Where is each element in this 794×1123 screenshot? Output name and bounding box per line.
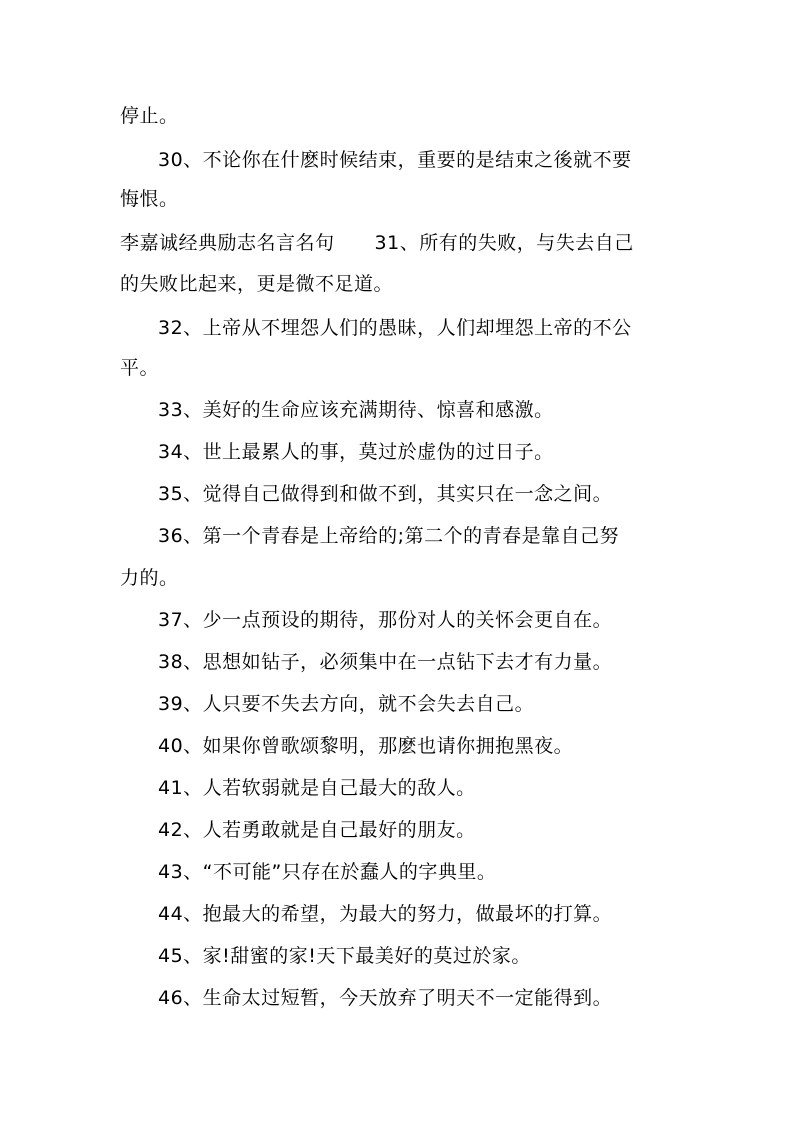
text-line: 40、如果你曾歌颂黎明，那麽也请你拥抱黑夜。 bbox=[158, 735, 574, 757]
text-line: 36、第一个青春是上帝给的;第二个的青春是靠自己努 bbox=[158, 525, 620, 547]
text-line: 30、不论你在什麽时候结束，重要的是结束之後就不要 bbox=[158, 149, 632, 171]
text-line: 31、所有的失败，与失去自己 bbox=[374, 232, 634, 254]
text-line: 悔恨。 bbox=[120, 188, 179, 210]
text-line: 力的。 bbox=[120, 567, 179, 589]
text-line: 停止。 bbox=[120, 105, 179, 127]
text-line: 43、“不可能”只存在於蠢人的字典里。 bbox=[158, 861, 497, 883]
text-line: 37、少一点预设的期待，那份对人的关怀会更自在。 bbox=[158, 609, 613, 631]
quote-heading-line bbox=[120, 231, 634, 255]
text-line: 平。 bbox=[120, 357, 160, 379]
text-line: 38、思想如钻子，必须集中在一点钻下去才有力量。 bbox=[158, 651, 613, 673]
text-line: 的失败比起来，更是微不足道。 bbox=[120, 273, 394, 295]
text-line: 34、世上最累人的事，莫过於虚伪的过日子。 bbox=[158, 441, 554, 463]
text-line: 35、觉得自己做得到和做不到，其实只在一念之间。 bbox=[158, 483, 613, 505]
text-line: 42、人若勇敢就是自己最好的朋友。 bbox=[158, 819, 476, 841]
text-line: 45、家!甜蜜的家!天下最美好的莫过於家。 bbox=[158, 945, 531, 967]
section-title: 李嘉诚经典励志名言名句 bbox=[120, 232, 335, 254]
text-line: 44、抱最大的希望，为最大的努力，做最坏的打算。 bbox=[158, 903, 613, 925]
text-line: 33、美好的生命应该充满期待、惊喜和感激。 bbox=[158, 399, 554, 421]
text-line: 32、上帝从不埋怨人们的愚昧，人们却埋怨上帝的不公 bbox=[158, 317, 632, 339]
text-line: 39、人只要不失去方向，就不会失去自己。 bbox=[158, 693, 535, 715]
text-line: 41、人若软弱就是自己最大的敌人。 bbox=[158, 777, 476, 799]
text-line: 46、生命太过短暂，今天放弃了明天不一定能得到。 bbox=[158, 987, 613, 1009]
